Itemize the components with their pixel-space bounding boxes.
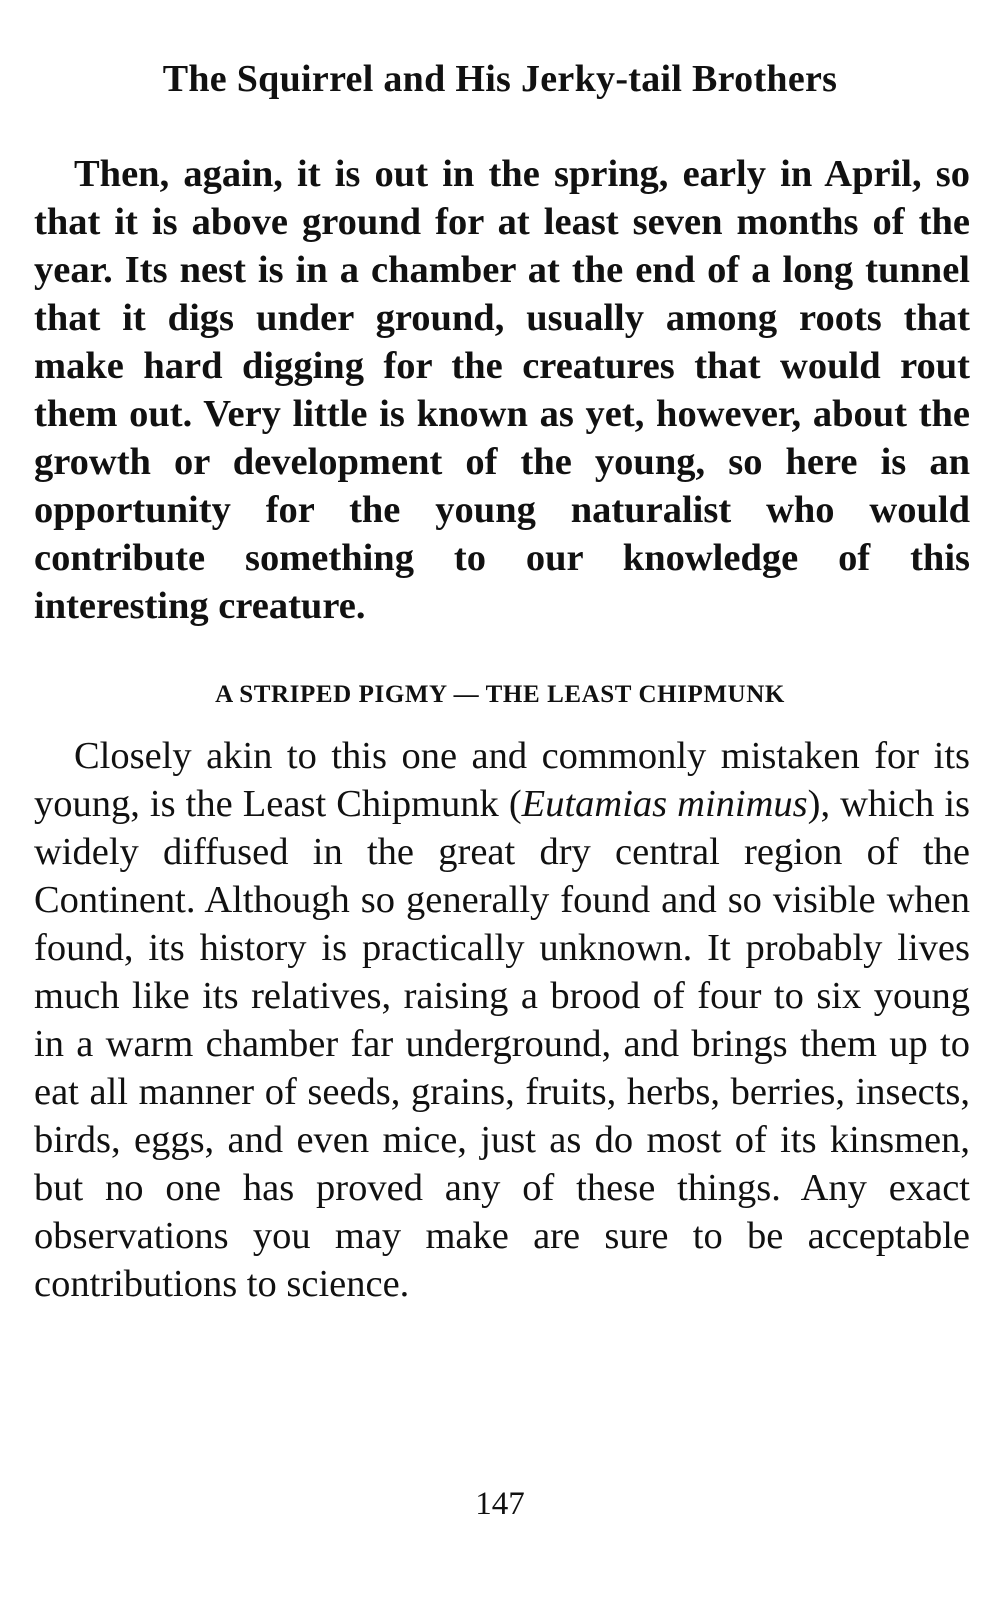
section-heading: A STRIPED PIGMY — THE LEAST CHIPMUNK — [215, 681, 785, 708]
paragraph-1: Then, again, it is out in the spring, early in April, so that it is above ground for at least seven months of the year. Its nest is in a chamber at the end of a long tunnel that it digs under ground, usually among roots that make hard digging for the creatures that would rout them out. Very little is known as yet, however, about the growth or development of the young, so here is an opportunity for the young naturalist who would contribute something to our knowledge of this interesting creature. — [34, 153, 970, 627]
page-number: 147 — [475, 1486, 525, 1522]
paragraph-2 — [34, 732, 970, 1308]
paragraph-2-text-start: Closely akin to this one and commonly mistaken for its young, is the Least Chipmunk ( — [34, 735, 970, 825]
paragraph-2-text-end: ), which is widely diffused in the great dry central region of the Continent. Although so generally found and so visible when found, its history is practically unknown. It probably lives much like its relatives, raising a brood of four to six young in a warm chamber far underground, and brings them up to eat all manner of seeds, grains, fruits, herbs, berries, insects, birds, eggs, and even mice, just as do most of its kinsmen, but no one has proved any of these things. Any exact observations you may make are sure to be acceptable contributions to science. — [34, 783, 971, 1305]
scientific-name: Eutamias minimus — [521, 783, 808, 825]
running-head: The Squirrel and His Jerky-tail Brothers — [162, 58, 838, 100]
